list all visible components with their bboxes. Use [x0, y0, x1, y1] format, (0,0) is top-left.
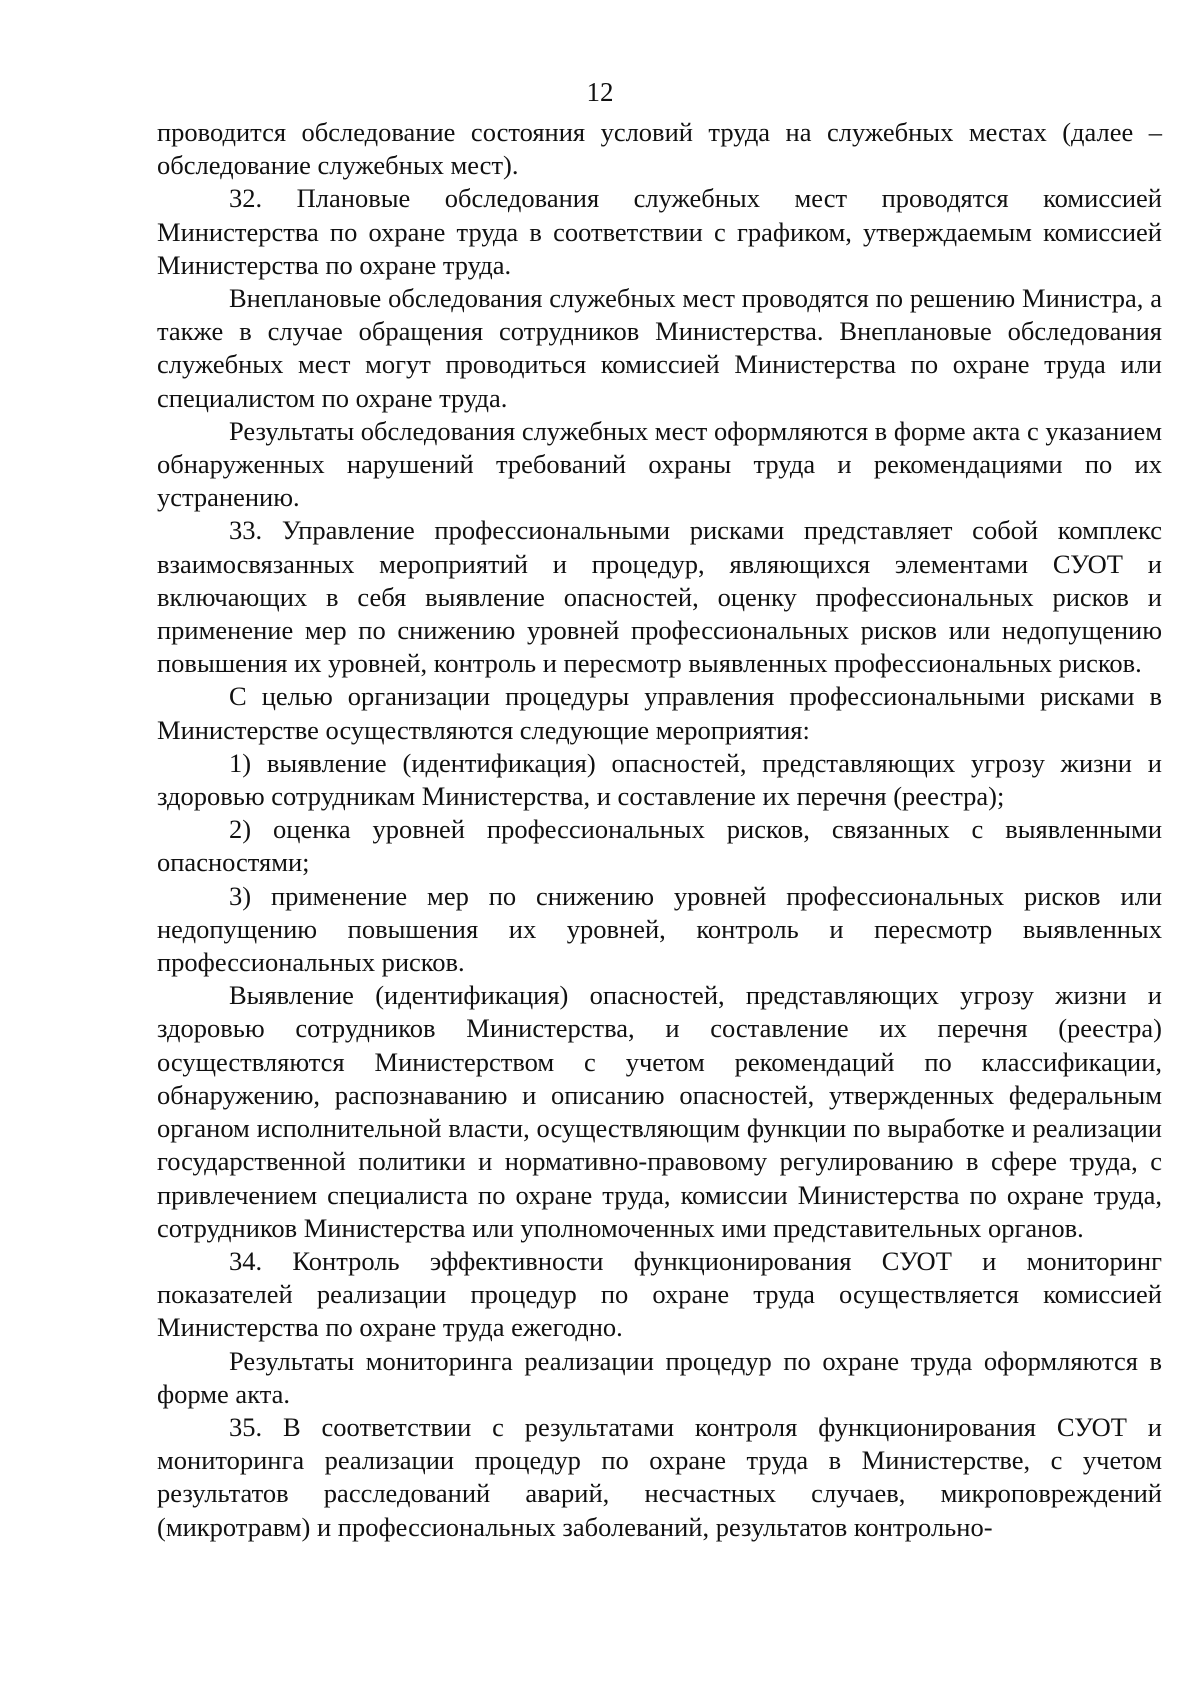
paragraph-clause-35: 35. В соответствии с результатами контроля функционирования СУОТ и мониторинга реализации процедур по охране труда в Министерстве, с учетом результатов расследований аварий, несчастных случаев, микроповреждений (микротравм) и профессиональных заболеваний, результатов контрольно- [157, 1411, 1162, 1542]
paragraph-unscheduled-inspections: Внеплановые обследования служебных мест проводятся по решению Министра, а также в случае обращения сотрудников Министерства. Внеплановые обследования служебных мест могут проводиться комиссией Министерства по охране труда или специалистом по охране труда. [157, 283, 1162, 413]
paragraph-hazard-identification: Выявление (идентификация) опасностей, представляющих угрозу жизни и здоровью сотрудников Министерства, и составление их перечня (реестра) осуществляются Министерством с учетом рекомендаций по классификации, обнаружению, распознаванию и описанию опасностей, утвержденных федеральным органом исполнительной власти, осуществляющим функции по выработке и реализации государственной политики и нормативно-правовому регулированию в сфере труда, с привлечением специалиста по охране труда, комиссии Министерства по охране труда, сотрудников Министерства или уполномоченных ими представительных органов. [157, 980, 1162, 1243]
paragraph-inspection-results: Результаты обследования служебных мест оформляются в форме акта с указанием обнаруженных нарушений требований охраны труда и рекомендациями по их устранению. [157, 415, 1162, 513]
paragraph-clause-32: 32. Плановые обследования служебных мест проводятся комиссией Министерства по охране труда в соответствии с графиком, утверждаемым комиссией Министерства по охране труда. [157, 183, 1162, 280]
paragraph-clause-33: 33. Управление профессиональными рисками представляет собой комплекс взаимосвязанных мероприятий и процедур, являющихся элементами СУОТ и включающих в себя выявление опасностей, оценку профессиональных рисков и применение мер по снижению уровней профессиональных рисков или недопущению повышения их уровней, контроль и пересмотр выявленных профессиональных рисков. [157, 515, 1162, 679]
document-body [157, 116, 1162, 1544]
paragraph-risk-management-measures: С целью организации процедуры управления профессиональными рисками в Министерстве осуществляются следующие мероприятия: [157, 681, 1162, 745]
list-item-1: 1) выявление (идентификация) опасностей, представляющих угрозу жизни и здоровью сотрудникам Министерства, и составление их перечня (реестра); [157, 747, 1162, 812]
paragraph-monitoring-results: Результаты мониторинга реализации процедур по охране труда оформляются в форме акта. [157, 1345, 1162, 1409]
page-number: 12 [586, 77, 614, 107]
paragraph-continuation: проводится обследование состояния условий труда на служебных местах (далее – обследование служебных мест). [157, 117, 1162, 181]
list-item-3: 3) применение мер по снижению уровней профессиональных рисков или недопущению повышения их уровней, контроль и пересмотр выявленных профессиональных рисков. [157, 880, 1162, 978]
list-item-2: 2) оценка уровней профессиональных рисков, связанных с выявленными опасностями; [157, 814, 1162, 878]
paragraph-clause-34: 34. Контроль эффективности функционирования СУОТ и мониторинг показателей реализации процедур по охране труда осуществляется комиссией Министерства по охране труда ежегодно. [157, 1245, 1162, 1343]
